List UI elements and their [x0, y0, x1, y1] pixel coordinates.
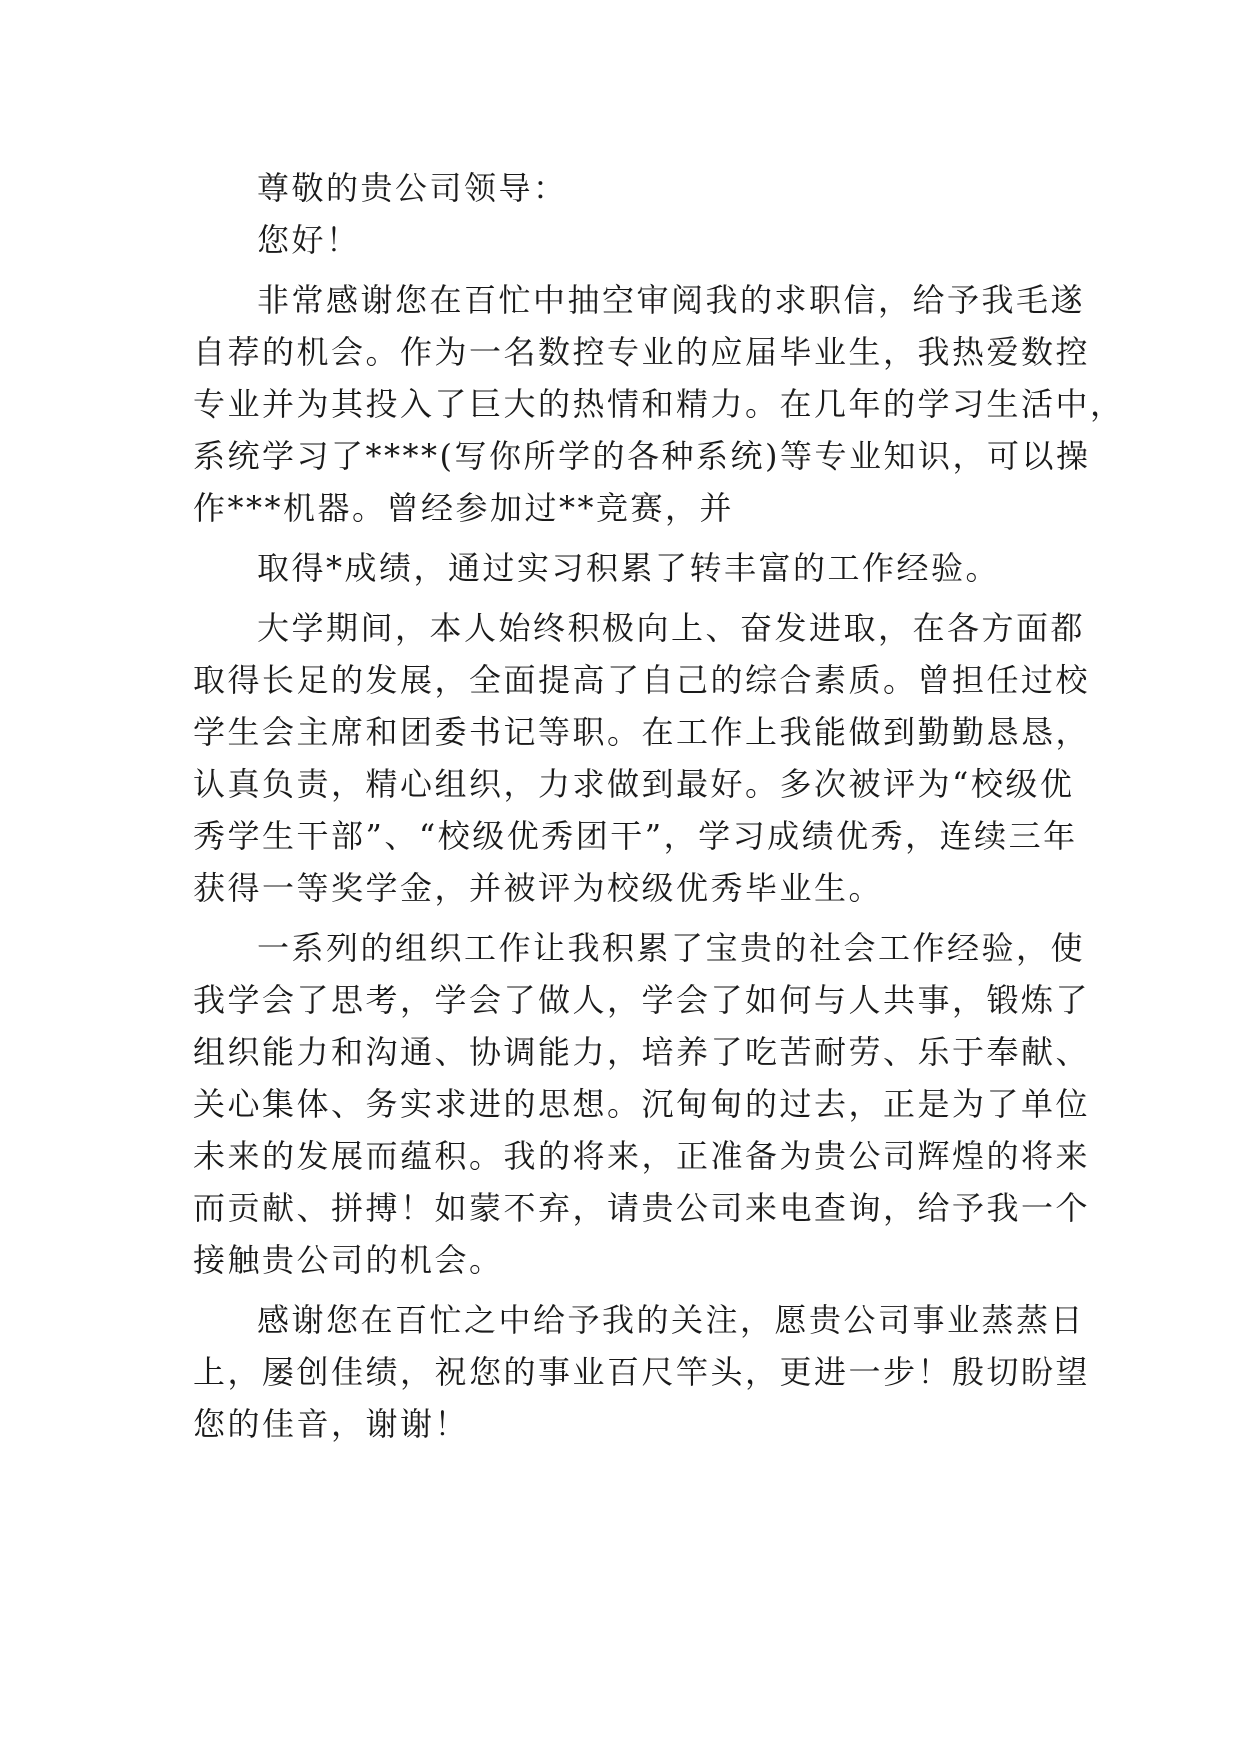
paragraph-line: 而贡献、拼搏！如蒙不弃，请贵公司来电查询，给予我一个 [193, 1189, 1091, 1227]
paragraph-line: 获得一等奖学金，并被评为校级优秀毕业生。 [193, 869, 884, 907]
paragraph-line: 取得长足的发展，全面提高了自己的综合素质。曾担任过校 [193, 661, 1091, 699]
paragraph-line: 上，屡创佳绩，祝您的事业百尺竿头，更进一步！殷切盼望 [193, 1353, 1091, 1391]
paragraph-line: 秀学生干部”、“校级优秀团干”，学习成绩优秀，连续三年 [193, 817, 1078, 855]
paragraph-closing [193, 1294, 1091, 1450]
paragraph-intro [193, 274, 1125, 534]
paragraph-line: 未来的发展而蕴积。我的将来，正准备为贵公司辉煌的将来 [193, 1137, 1091, 1175]
paragraph-line: 您的佳音，谢谢！ [193, 1405, 470, 1443]
paragraph-line: 感谢您在百忙之中给予我的关注，愿贵公司事业蒸蒸日 [257, 1301, 1086, 1339]
paragraph-line: 自荐的机会。作为一名数控专业的应届毕业生，我热爱数控 [193, 333, 1091, 371]
paragraph-line: 大学期间，本人始终积极向上、奋发进取，在各方面都 [257, 609, 1086, 647]
salutation: 尊敬的贵公司领导： [257, 169, 568, 207]
paragraph-experience [193, 922, 1091, 1286]
paragraph-line: 我学会了思考，学会了做人，学会了如何与人共事，锻炼了 [193, 981, 1091, 1019]
paragraph-line: 取得*成绩，通过实习积累了转丰富的工作经验。 [257, 549, 1001, 587]
paragraph-university [193, 602, 1091, 914]
paragraph-line: 接触贵公司的机会。 [193, 1241, 504, 1279]
paragraph-line: 认真负责，精心组织，力求做到最好。多次被评为“校级优 [193, 765, 1075, 803]
greeting: 您好！ [257, 221, 361, 259]
cover-letter [193, 162, 1125, 1450]
paragraph-results [193, 542, 1053, 594]
paragraph-line: 一系列的组织工作让我积累了宝贵的社会工作经验，使 [257, 929, 1086, 967]
paragraph-line: 非常感谢您在百忙中抽空审阅我的求职信，给予我毛遂 [257, 281, 1086, 319]
paragraph-line: 组织能力和沟通、协调能力，培养了吃苦耐劳、乐于奉献、 [193, 1033, 1091, 1071]
paragraph-line: 作***机器。曾经参加过**竞赛，并 [193, 489, 735, 527]
paragraph-line: 系统学习了****(写你所学的各种系统)等专业知识，可以操 [193, 437, 1091, 475]
paragraph-line: 专业并为其投入了巨大的热情和精力。在几年的学习生活中， [193, 385, 1125, 423]
paragraph-line: 关心集体、务实求进的思想。沉甸甸的过去，正是为了单位 [193, 1085, 1091, 1123]
paragraph-line: 学生会主席和团委书记等职。在工作上我能做到勤勤恳恳， [193, 713, 1091, 751]
